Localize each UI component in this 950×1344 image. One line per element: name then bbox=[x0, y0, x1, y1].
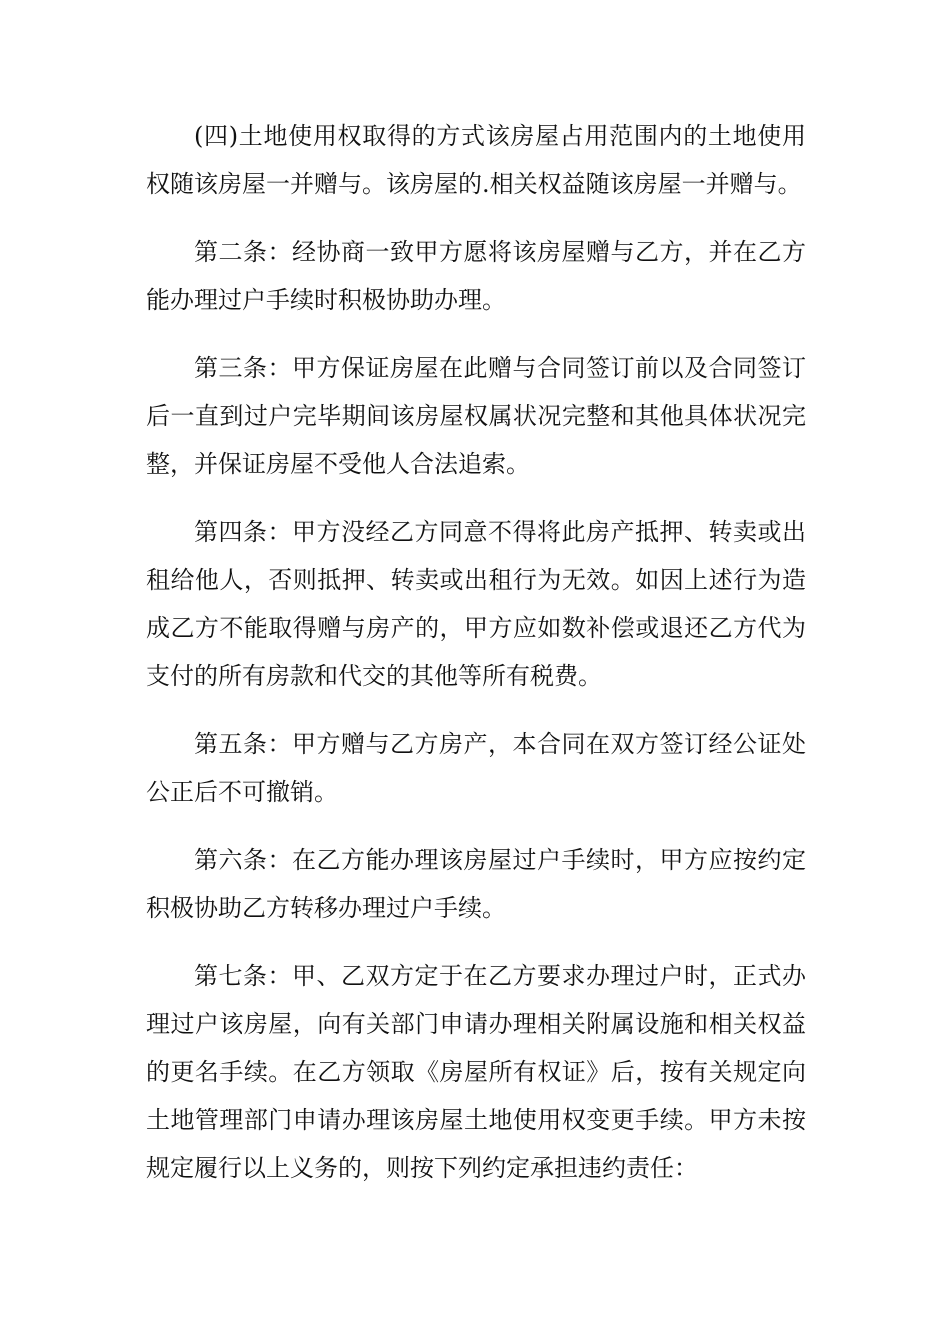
document-body bbox=[146, 112, 806, 1212]
paragraph-article-4: 第四条：甲方没经乙方同意不得将此房产抵押、转卖或出租给他人，否则抵押、转卖或出租行为无效。如因上述行为造成乙方不能取得赠与房产的，甲方应如数补偿或退还乙方代为支付的所有房款和代交的其他等所有税费。 bbox=[146, 518, 806, 690]
paragraph-article-6: 第六条：在乙方能办理该房屋过户手续时，甲方应按约定积极协助乙方转移办理过户手续。 bbox=[146, 846, 806, 922]
paragraph-article-5: 第五条：甲方赠与乙方房产，本合同在双方签订经公证处公正后不可撤销。 bbox=[146, 730, 806, 806]
paragraph-article-2: 第二条：经协商一致甲方愿将该房屋赠与乙方，并在乙方能办理过户手续时积极协助办理。 bbox=[146, 238, 806, 314]
paragraph-land-use-right: (四)土地使用权取得的方式该房屋占用范围内的土地使用权随该房屋一并赠与。该房屋的.相关权益随该房屋一并赠与。 bbox=[146, 122, 806, 198]
paragraph-article-3: 第三条：甲方保证房屋在此赠与合同签订前以及合同签订后一直到过户完毕期间该房屋权属状况完整和其他具体状况完整，并保证房屋不受他人合法追索。 bbox=[146, 354, 806, 478]
paragraph-article-7: 第七条：甲、乙双方定于在乙方要求办理过户时，正式办理过户该房屋，向有关部门申请办理相关附属设施和相关权益的更名手续。在乙方领取《房屋所有权证》后，按有关规定向土地管理部门申请办理该房屋土地使用权变更手续。甲方未按规定履行以上义务的，则按下列约定承担违约责任： bbox=[146, 962, 806, 1182]
